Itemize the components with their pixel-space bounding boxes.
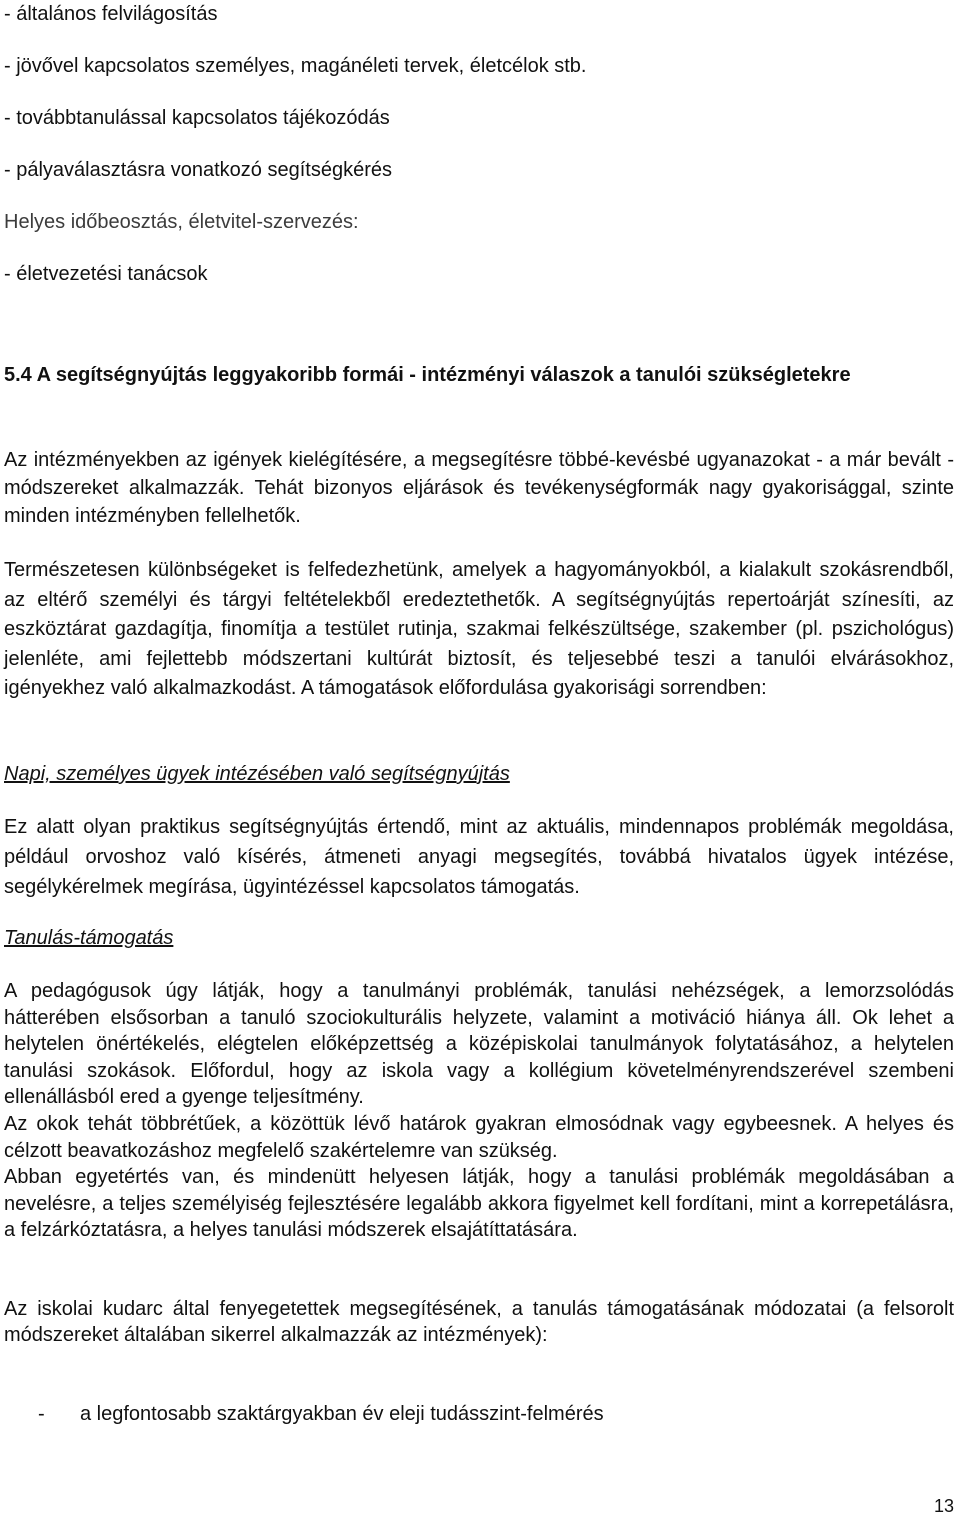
paragraph-4-part-1: A pedagógusok úgy látják, hogy a tanulmányi problémák, tanulási nehézségek, a lemorzsolódás hátterében elsősorban a tanuló szociokulturális helyzete, valamint a motiváció hiánya áll. Ok lehet a helytelen önértékelés, elégtelen előképzettség a középiskolai tanulmányok folytatásához, a helytelen tanulási szokások. Előfordul, hogy az iskola vagy a kollégium követelményrendszerével szembeni ellenállásból ered a gyenge teljesítmény. bbox=[4, 980, 954, 1109]
bullet-list-item bbox=[38, 1402, 604, 1426]
bullet-text: a legfontosabb szaktárgyakban év eleji tudásszint-felmérés bbox=[80, 1403, 604, 1425]
bullet-dash: - bbox=[38, 1403, 45, 1425]
time-management-heading: Helyes időbeosztás, életvitel-szervezés: bbox=[4, 211, 359, 233]
paragraph-4 bbox=[4, 978, 954, 1244]
subsection-title-learning-support: Tanulás-támogatás bbox=[4, 927, 174, 949]
paragraph-4-part-3: Abban egyetértés van, és mindenütt helyesen látják, hogy a tanulási problémák megoldásában a nevelésre, a teljes személyiség fejlesztésére legalább akkora figyelmet kell fordítani, mint a korrepetálásra, a felzárkóztatásra, a helyes tanulási módszerek elsajátíttatására. bbox=[4, 1166, 954, 1242]
intro-list-item: - általános felvilágosítás bbox=[4, 3, 218, 25]
time-management-item: - életvezetési tanácsok bbox=[4, 263, 208, 285]
paragraph-3: Ez alatt olyan praktikus segítségnyújtás értendő, mint az aktuális, mindennapos problémák megoldása, például orvoshoz való kísérés, átmeneti anyagi megsegítés, továbbá hivatalos ügyek intézése, segélykérelmek megírása, ügyintézéssel kapcsolatos támogatás. bbox=[4, 816, 954, 898]
intro-list-item: - továbbtanulással kapcsolatos tájékozódás bbox=[4, 107, 390, 129]
intro-list-item: - pályaválasztásra vonatkozó segítségkérés bbox=[4, 159, 392, 181]
page-number: 13 bbox=[933, 1496, 954, 1516]
intro-list-item: - jövővel kapcsolatos személyes, magánéleti tervek, életcélok stb. bbox=[4, 55, 587, 77]
subsection-title-daily-affairs: Napi, személyes ügyek intézésében való segítségnyújtás bbox=[4, 763, 510, 785]
paragraph-1: Az intézményekben az igények kielégítésére, a megsegítésre többé-kevésbé ugyanazokat - a már bevált - módszereket alkalmazzák. Tehát bizonyos eljárások és tevékenységformák nagy gyakorisággal, szinte minden intézményben fellelhetők. bbox=[4, 449, 954, 527]
paragraph-4-part-2: Az okok tehát többrétűek, a közöttük lévő határok gyakran elmosódnak vagy egybeesnek. A helyes és célzott beavatkozáshoz megfelelő szakértelemre van szükség. bbox=[4, 1112, 954, 1162]
paragraph-2: Természetesen különbségeket is felfedezhetünk, amelyek a hagyományokból, a kialakult szokásrendből, az eltérő személyi és tárgyi feltételekből eredeztethetők. A segítségnyújtás repertoárját színesíti, az eszköztárat gazdagítja, finomítja a testület rutinja, szakmai felkészültsége, szakember (pl. pszichológus) jelenléte, ami fejlettebb módszertani kultúrát biztosít, és teljesebbé teszi a tanulói elvárásokhoz, igényekhez való alkalmazkodást. A támogatások előfordulása gyakorisági sorrendben: bbox=[4, 559, 954, 700]
section-heading: 5.4 A segítségnyújtás leggyakoribb formái - intézményi válaszok a tanulói szükségletekre bbox=[4, 364, 851, 386]
paragraph-5: Az iskolai kudarc által fenyegetettek megsegítésének, a tanulás támogatásának módozatai (a felsorolt módszereket általában sikerrel alkalmazzák az intézmények): bbox=[4, 1298, 954, 1346]
